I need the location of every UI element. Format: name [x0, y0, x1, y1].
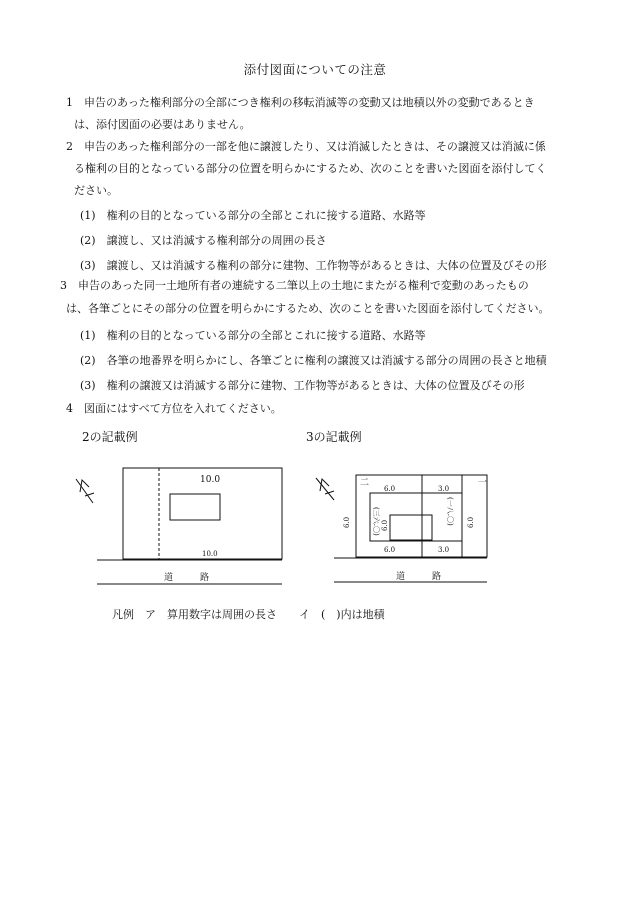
example-3-inner-dim: 6.0 — [381, 519, 389, 531]
example-3-caption: 3の記載例 — [306, 430, 362, 444]
example-3-lot-left-area: (三六.〇) — [372, 507, 380, 536]
para-2-item-3: (3) 譲渡し、又は消滅する権利の部分に建物、工作物等があるときは、大体の位置及びその形 — [80, 259, 547, 272]
para-2-line-2: る権利の目的となっている部分の位置を明らかにするため、次のことを書いた図面を添付してく — [74, 162, 547, 175]
example-3-building — [390, 515, 432, 540]
para-3-line-1: 3 申告のあった同一土地所有者の連続する二筆以上の土地にまたがる権利で変動のあったもの — [60, 279, 529, 292]
para-2-item-1: (1) 権利の目的となっている部分の全部とこれに接する道路、水路等 — [80, 209, 426, 222]
example-3-top-right-dim: 3.0 — [438, 485, 450, 493]
para-3-item-2: (2) 各筆の地番界を明らかにし、各筆ごとに権利の譲渡又は消滅する部分の周囲の長さと地積 — [80, 354, 547, 367]
example-3-bottom-left-dim: 6.0 — [384, 546, 396, 554]
legend: 凡例 ア 算用数字は周囲の長さ イ ( )内は地積 — [112, 608, 385, 621]
example-2-caption: 2の記載例 — [82, 430, 138, 444]
example-3-road-label: 道 路 — [396, 572, 442, 582]
para-4-line-1: 4 図面にはすべて方位を入れてください。 — [66, 402, 282, 415]
example-3-bottom-right-dim: 3.0 — [438, 546, 450, 554]
example-3-left-dim: 6.0 — [343, 516, 351, 528]
example-3-lot-left-no: 二 — [360, 478, 370, 488]
para-1-line-1: 1 申告のあった権利部分の全部につき権利の移転消滅等の変動又は地積以外の変動であるとき — [66, 96, 535, 109]
example-2-top-dim: 10.0 — [200, 475, 221, 485]
para-2-line-1: 2 申告のあった権利部分の一部を他に譲渡したり、又は消滅したときは、その譲渡又は消滅に係 — [66, 140, 546, 153]
example-3-top-left-dim: 6.0 — [384, 485, 396, 493]
para-2-item-2: (2) 譲渡し、又は消滅する権利部分の周囲の長さ — [80, 234, 327, 247]
para-3-item-3: (3) 権利の譲渡又は消滅する部分に建物、工作物等があるときは、大体の位置及びその形 — [80, 379, 525, 392]
para-1-line-2: は、添付図面の必要はありません。 — [74, 118, 251, 131]
page-title: 添付図面についての注意 — [243, 62, 387, 77]
example-2-bottom-dim: 10.0 — [202, 550, 218, 558]
north-compass-icon-2 — [316, 478, 334, 500]
example-3-lot-right-no: 一 — [478, 478, 488, 488]
para-3-item-1: (1) 権利の目的となっている部分の全部とこれに接する道路、水路等 — [80, 329, 426, 342]
example-2-road-label: 道 路 — [164, 573, 210, 583]
para-3-line-2: は、各筆ごとにその部分の位置を明らかにするため、次のことを書いた図面を添付してください。 — [66, 302, 550, 315]
example-3-right-dim: 6.0 — [467, 516, 475, 528]
para-2-line-3: ださい。 — [74, 184, 118, 197]
example-3-lot-right-area: (一八.〇) — [446, 497, 454, 526]
